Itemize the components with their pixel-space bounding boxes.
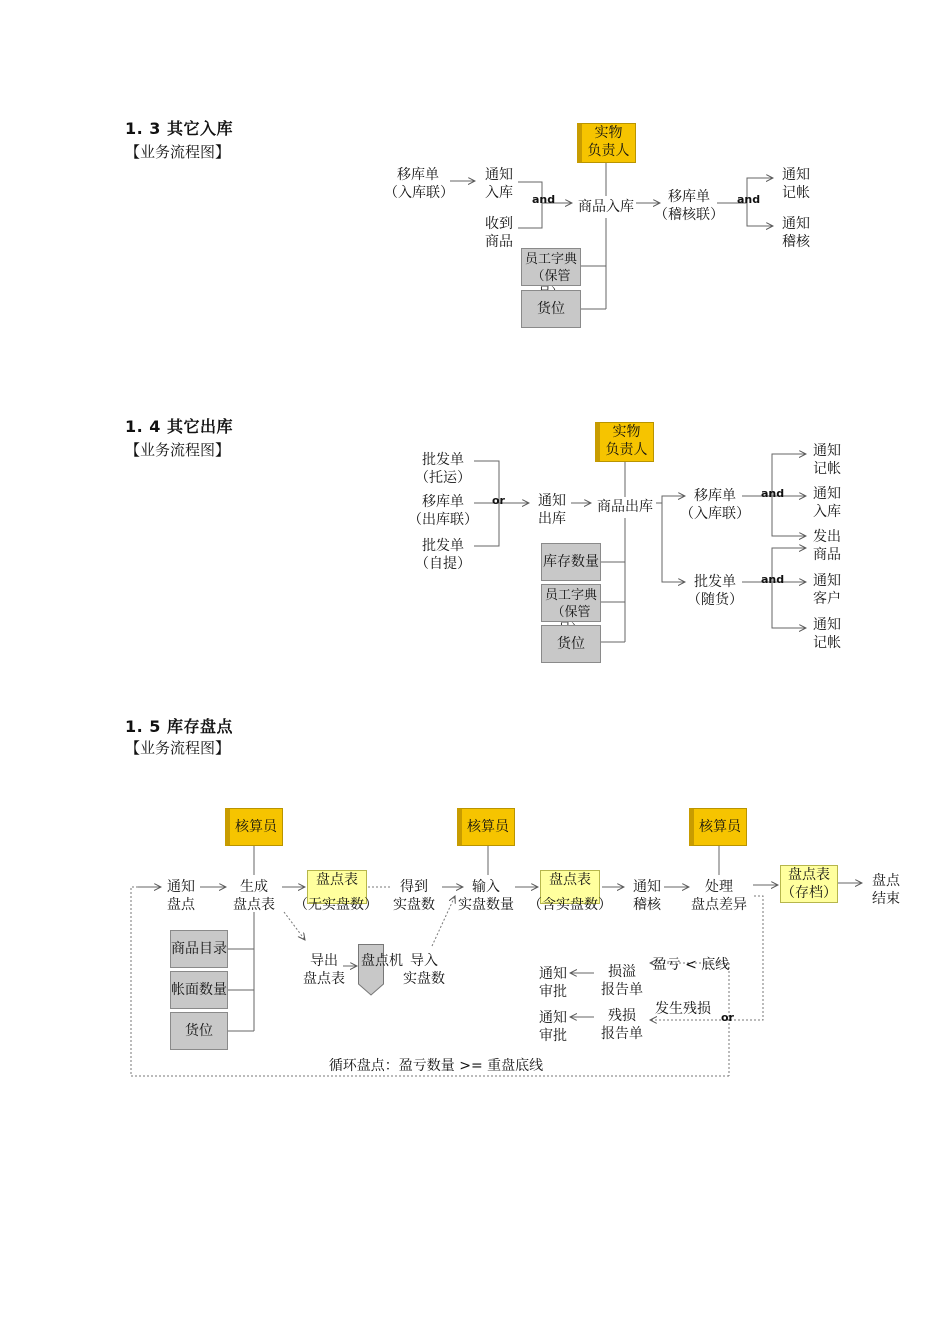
notify-count-node: 通知 盘点	[167, 879, 195, 913]
get-actual-node: 得到 实盘数	[393, 879, 435, 913]
cycle-count-note: 循环盘点：盈亏数量 >= 重盘底线	[328, 1058, 544, 1074]
sheet-with-actual-box: 盘点表	[540, 870, 600, 904]
damage-report-node: 残损 报告单	[601, 1008, 643, 1042]
goods-catalog-box: 商品目录	[170, 930, 228, 968]
notify-audit-node-1-5: 通知 稽核	[633, 879, 661, 913]
export-sheet-node: 导出 盘点表	[303, 953, 345, 987]
location-box-1-3: 货位	[521, 290, 581, 328]
goods-out-node: 商品出库	[597, 499, 653, 515]
counter-device-label: 盘点机	[361, 953, 403, 969]
or-operator-1-4: or	[492, 494, 505, 507]
import-actual-node: 导入 实盘数	[403, 953, 445, 987]
owner-box-1-4: 实物 负责人	[595, 422, 654, 462]
loss-below-threshold-label: 盈亏 < 底线	[652, 957, 730, 973]
and-operator-1: and	[532, 193, 556, 206]
batch-self-node: 批发单 （自提）	[415, 538, 471, 572]
staff-dictionary-box-1-3: 员工字典 （保管	[521, 248, 581, 286]
section-1-3-title: 1. 3 其它入库	[125, 119, 233, 138]
accountant-box-3: 核算员	[689, 808, 747, 846]
section-1-3-subtitle: 【业务流程图】	[125, 143, 231, 161]
generate-sheet-node: 生成 盘点表	[233, 879, 275, 913]
move-out-node: 移库单 （出库联）	[408, 494, 478, 528]
owner-box-1-3: 实物 负责人	[577, 123, 636, 163]
receive-goods-node: 收到 商品	[485, 216, 513, 250]
section-1-4-subtitle: 【业务流程图】	[125, 441, 231, 459]
sheet-with-actual-caption: （含实盘数）	[528, 897, 612, 913]
notify-audit-node: 通知 稽核	[782, 216, 810, 250]
goods-in-node: 商品入库	[578, 199, 634, 215]
move-note-in: 移库单 （入库联）	[384, 167, 454, 201]
notify-customer-node: 通知 客户	[813, 573, 841, 607]
book-qty-box: 帐面数量	[170, 971, 228, 1009]
sheet-no-actual-box: 盘点表	[307, 870, 367, 904]
staff-dictionary-box-1-4: 员工字典 （保管	[541, 584, 601, 622]
stock-qty-box: 库存数量	[541, 543, 601, 581]
and-operator-1-4-b: and	[761, 573, 785, 586]
notify-book-node: 通知 记帐	[782, 167, 810, 201]
notify-in-node: 通知 入库	[485, 167, 513, 201]
and-operator-1-4-a: and	[761, 487, 785, 500]
move-in-node: 移库单 （入库联）	[680, 488, 750, 522]
damage-occurred-label: 发生残损	[655, 1001, 711, 1017]
location-box-1-4: 货位	[541, 625, 601, 663]
count-end-node: 盘点 结束	[872, 873, 900, 907]
batch-ship-node: 批发单 （托运）	[415, 452, 471, 486]
ship-goods-node: 发出 商品	[813, 529, 841, 563]
or-operator-1-5: or	[721, 1011, 734, 1024]
notify-approve-node-1: 通知 审批	[539, 966, 567, 1000]
and-operator-2: and	[737, 193, 761, 206]
accountant-box-2: 核算员	[457, 808, 515, 846]
location-box-1-5: 货位	[170, 1012, 228, 1050]
input-actual-node: 输入 实盘数量	[458, 879, 514, 913]
sheet-no-actual-caption: （无实盘数）	[294, 897, 378, 913]
notify-approve-node-2: 通知 审批	[539, 1010, 567, 1044]
notify-out-node: 通知 出库	[538, 493, 566, 527]
batch-with-node: 批发单 （随货）	[687, 574, 743, 608]
section-1-5-title: 1. 5 库存盘点	[125, 717, 233, 736]
notify-book-node-2: 通知 记帐	[813, 617, 841, 651]
move-check-node: 移库单 （稽核联）	[654, 189, 724, 223]
section-1-5-subtitle: 【业务流程图】	[125, 739, 231, 757]
sheet-archive-box: 盘点表 （存档）	[781, 867, 837, 901]
notify-book-node-1: 通知 记帐	[813, 443, 841, 477]
handle-diff-node: 处理 盘点差异	[691, 879, 747, 913]
gain-loss-report-node: 损溢 报告单	[601, 964, 643, 998]
accountant-box-1: 核算员	[225, 808, 283, 846]
notify-in-node-1-4: 通知 入库	[813, 486, 841, 520]
section-1-4-title: 1. 4 其它出库	[125, 417, 233, 436]
